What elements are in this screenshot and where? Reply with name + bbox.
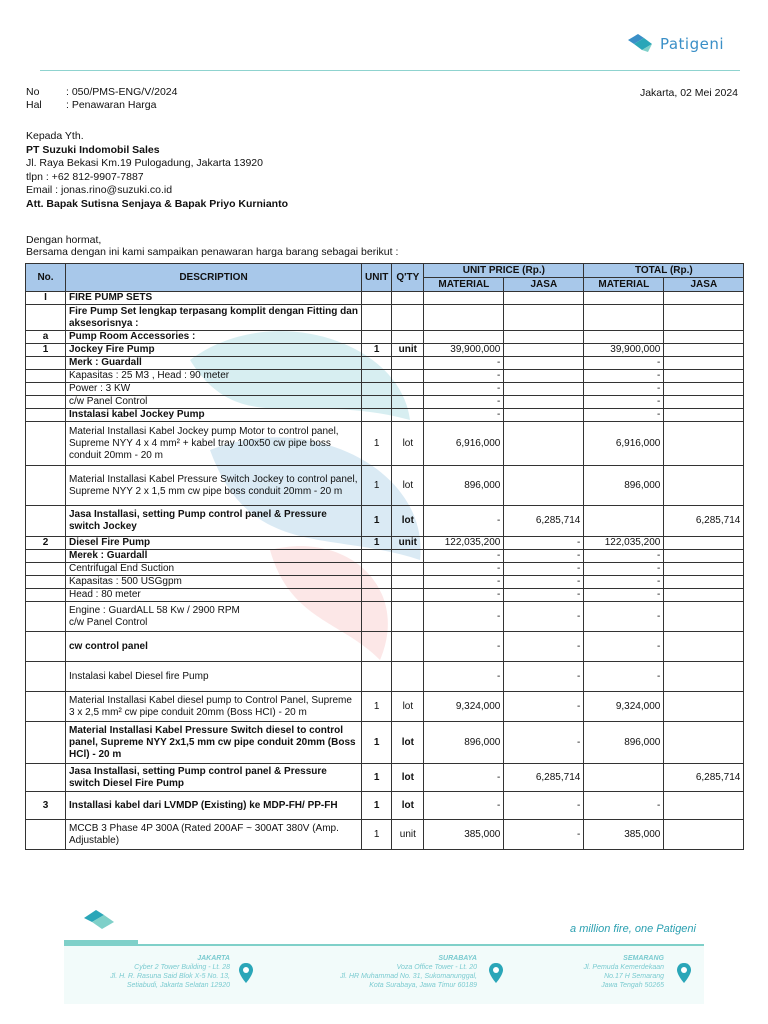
cell-unit-jasa: -: [504, 722, 584, 764]
letter-date: Jakarta, 02 Mei 2024: [639, 87, 738, 99]
office-city: JAKARTA: [197, 955, 230, 962]
cell-unit: [362, 292, 392, 305]
cell-total-material: [584, 305, 664, 331]
cell-unit-material: -: [424, 550, 504, 563]
cell-no: [26, 357, 66, 370]
cell-no: I: [26, 292, 66, 305]
cell-description: Jasa Installasi, setting Pump control panel & Pressure switch Diesel Fire Pump: [66, 764, 362, 792]
cell-qty: unit: [392, 344, 424, 357]
cell-total-material: 385,000: [584, 820, 664, 850]
cell-qty: [392, 370, 424, 383]
cell-total-material: [584, 331, 664, 344]
cell-qty: [392, 383, 424, 396]
no-label: No: [26, 86, 40, 98]
cell-total-jasa: [664, 692, 744, 722]
cell-unit-material: 39,900,000: [424, 344, 504, 357]
cell-description: Material Installasi Kabel Pressure Switch Jockey to control panel, Supreme NYY 2 x 1,5 mm cw pipe boss conduit 20mm - 20 m: [66, 466, 362, 506]
cell-total-material: -: [584, 792, 664, 820]
cell-no: [26, 466, 66, 506]
cell-description: Head : 80 meter: [66, 589, 362, 602]
cell-unit: [362, 589, 392, 602]
cell-unit-material: -: [424, 576, 504, 589]
cell-unit: 1: [362, 537, 392, 550]
cell-description: Diesel Fire Pump: [66, 537, 362, 550]
cell-total-jasa: [664, 662, 744, 692]
table-row: [26, 357, 744, 370]
cell-unit-material: -: [424, 409, 504, 422]
cell-unit-material: -: [424, 563, 504, 576]
greeting-block: [26, 234, 398, 258]
cell-qty: [392, 602, 424, 632]
cell-no: [26, 396, 66, 409]
cell-unit-jasa: [504, 383, 584, 396]
office-line: Jl. H. R. Rasuna Said Blok X-5 No. 13,: [110, 973, 230, 980]
table-row: [26, 422, 744, 466]
cell-no: a: [26, 331, 66, 344]
cell-unit-material: 896,000: [424, 466, 504, 506]
header-unit-price: UNIT PRICE (Rp.): [424, 264, 584, 278]
recipient-company: PT Suzuki Indomobil Sales: [26, 143, 160, 156]
table-row: [26, 537, 744, 550]
cell-total-jasa: [664, 292, 744, 305]
cell-unit-jasa: -: [504, 563, 584, 576]
cell-total-jasa: [664, 550, 744, 563]
cell-description: FIRE PUMP SETS: [66, 292, 362, 305]
cell-unit: [362, 602, 392, 632]
cell-total-material: -: [584, 602, 664, 632]
quotation-body: [26, 292, 744, 850]
cell-qty: lot: [392, 692, 424, 722]
cell-total-material: 896,000: [584, 466, 664, 506]
header-unit-material: MATERIAL: [424, 278, 504, 292]
office-semarang: [540, 954, 664, 990]
patigeni-logo-icon: [626, 32, 654, 56]
cell-no: [26, 305, 66, 331]
cell-qty: [392, 357, 424, 370]
cell-total-jasa: [664, 589, 744, 602]
table-row: [26, 466, 744, 506]
cell-unit-jasa: [504, 409, 584, 422]
cell-qty: [392, 662, 424, 692]
footer-tagline: a million fire, one Patigeni: [570, 923, 696, 935]
cell-qty: lot: [392, 422, 424, 466]
table-row: [26, 662, 744, 692]
cell-unit-jasa: -: [504, 792, 584, 820]
cell-qty: lot: [392, 722, 424, 764]
cell-description: Merek : Guardall: [66, 550, 362, 563]
table-row: [26, 632, 744, 662]
header-total-jasa: JASA: [664, 278, 744, 292]
cell-description: Material Installasi Kabel Pressure Switch diesel to control panel, Supreme NYY 2x1,5 mm cw pipe conduit 20mm (Boss HCl) - 20 m: [66, 722, 362, 764]
recipient-phone: tlpn : +62 812-9907-7887: [26, 170, 144, 183]
header-unit-jasa: JASA: [504, 278, 584, 292]
no-value: : 050/PMS-ENG/V/2024: [66, 86, 178, 98]
cell-no: [26, 692, 66, 722]
cell-total-material: -: [584, 396, 664, 409]
cell-unit: [362, 662, 392, 692]
table-row: [26, 820, 744, 850]
cell-unit-material: [424, 305, 504, 331]
cell-total-jasa: [664, 792, 744, 820]
cell-total-material: 39,900,000: [584, 344, 664, 357]
cell-total-material: -: [584, 632, 664, 662]
cell-unit-material: -: [424, 602, 504, 632]
cell-unit-jasa: [504, 292, 584, 305]
location-pin-icon: [488, 962, 504, 984]
cell-total-material: -: [584, 662, 664, 692]
header-total-material: MATERIAL: [584, 278, 664, 292]
cell-description: cw control panel: [66, 632, 362, 662]
cell-total-jasa: [664, 370, 744, 383]
table-row: [26, 602, 744, 632]
cell-unit: 1: [362, 344, 392, 357]
cell-no: [26, 820, 66, 850]
office-city: SURABAYA: [438, 955, 477, 962]
cell-total-jasa: [664, 383, 744, 396]
cell-unit-jasa: [504, 357, 584, 370]
quotation-table: [25, 263, 744, 850]
cell-total-jasa: [664, 576, 744, 589]
cell-unit: 1: [362, 820, 392, 850]
cell-total-jasa: [664, 722, 744, 764]
cell-qty: [392, 331, 424, 344]
cell-unit-material: -: [424, 764, 504, 792]
cell-no: [26, 383, 66, 396]
cell-unit: [362, 331, 392, 344]
cell-no: [26, 722, 66, 764]
cell-description: Power : 3 KW: [66, 383, 362, 396]
intro-text: Bersama dengan ini kami sampaikan penawaran harga barang sebagai berikut :: [26, 246, 399, 258]
cell-description: c/w Panel Control: [66, 396, 362, 409]
cell-description: Jasa Installasi, setting Pump control panel & Pressure switch Jockey: [66, 506, 362, 537]
cell-total-material: [584, 292, 664, 305]
cell-unit: [362, 576, 392, 589]
cell-description: Kapasitas : 25 M3 , Head : 90 meter: [66, 370, 362, 383]
cell-no: 1: [26, 344, 66, 357]
table-row: [26, 692, 744, 722]
table-row: [26, 370, 744, 383]
location-pin-icon: [676, 962, 692, 984]
cell-description: Centrifugal End Suction: [66, 563, 362, 576]
cell-unit: [362, 357, 392, 370]
cell-unit: [362, 632, 392, 662]
office-line: Kota Surabaya, Jawa Timur 60189: [369, 982, 477, 989]
table-row: [26, 764, 744, 792]
office-line: Jl. Pemuda Kemerdekaan: [583, 964, 664, 971]
cell-total-material: -: [584, 563, 664, 576]
header-qty: Q'TY: [392, 264, 424, 292]
cell-no: [26, 550, 66, 563]
table-row: [26, 506, 744, 537]
cell-unit-material: 385,000: [424, 820, 504, 850]
cell-unit: 1: [362, 466, 392, 506]
cell-unit-material: -: [424, 357, 504, 370]
cell-no: [26, 563, 66, 576]
office-line: No.17 H Semarang: [604, 973, 664, 980]
cell-unit-material: -: [424, 662, 504, 692]
cell-unit-material: 6,916,000: [424, 422, 504, 466]
cell-total-jasa: [664, 537, 744, 550]
header-description: DESCRIPTION: [66, 264, 362, 292]
cell-unit-material: 122,035,200: [424, 537, 504, 550]
cell-total-jasa: [664, 331, 744, 344]
cell-total-material: [584, 764, 664, 792]
cell-total-jasa: [664, 422, 744, 466]
office-line: Voza Office Tower - Lt. 20: [396, 964, 477, 971]
cell-qty: [392, 396, 424, 409]
cell-unit: [362, 409, 392, 422]
cell-unit-jasa: -: [504, 576, 584, 589]
company-logo: [626, 32, 724, 56]
cell-unit-material: -: [424, 370, 504, 383]
header-unit: UNIT: [362, 264, 392, 292]
cell-unit-jasa: [504, 466, 584, 506]
cell-description: MCCB 3 Phase 4P 300A (Rated 200AF ~ 300AT 380V (Amp. Adjustable): [66, 820, 362, 850]
office-line: Jl. HR Muhammad No. 31, Sukomanunggal,: [340, 973, 477, 980]
cell-description: Engine : GuardALL 58 Kw / 2900 RPM c/w Panel Control: [66, 602, 362, 632]
cell-no: [26, 589, 66, 602]
cell-total-material: 6,916,000: [584, 422, 664, 466]
cell-no: [26, 662, 66, 692]
cell-unit-jasa: [504, 331, 584, 344]
footer-divider: [64, 944, 704, 946]
office-line: Jawa Tengah 50265: [601, 982, 664, 989]
table-row: [26, 292, 744, 305]
cell-qty: lot: [392, 764, 424, 792]
cell-unit: 1: [362, 422, 392, 466]
cell-unit-jasa: [504, 396, 584, 409]
cell-qty: [392, 550, 424, 563]
brand-name: Patigeni: [659, 35, 724, 53]
cell-qty: unit: [392, 820, 424, 850]
table-row: [26, 550, 744, 563]
cell-unit: 1: [362, 692, 392, 722]
cell-qty: lot: [392, 466, 424, 506]
cell-total-material: -: [584, 383, 664, 396]
table-row: [26, 409, 744, 422]
cell-unit-jasa: -: [504, 692, 584, 722]
cell-unit-jasa: -: [504, 602, 584, 632]
cell-total-jasa: [664, 305, 744, 331]
cell-total-jasa: 6,285,714: [664, 764, 744, 792]
cell-qty: unit: [392, 537, 424, 550]
cell-qty: [392, 305, 424, 331]
cell-unit: [362, 383, 392, 396]
cell-unit: 1: [362, 764, 392, 792]
cell-no: [26, 506, 66, 537]
cell-qty: lot: [392, 792, 424, 820]
cell-description: Material Installasi Kabel diesel pump to Control Panel, Supreme 3 x 2,5 mm² cw pipe conduit 20mm (Boss HCI) - 20 m: [66, 692, 362, 722]
cell-total-jasa: 6,285,714: [664, 506, 744, 537]
greeting: Dengan hormat,: [26, 234, 102, 246]
office-surabaya: [300, 954, 477, 990]
cell-description: Instalasi kabel Diesel fire Pump: [66, 662, 362, 692]
header-total: TOTAL (Rp.): [584, 264, 744, 278]
office-city: SEMARANG: [623, 955, 664, 962]
cell-unit-jasa: -: [504, 662, 584, 692]
cell-total-jasa: [664, 602, 744, 632]
cell-total-jasa: [664, 357, 744, 370]
cell-unit: [362, 563, 392, 576]
cell-unit-material: -: [424, 383, 504, 396]
cell-description: Pump Room Accessories :: [66, 331, 362, 344]
cell-unit-jasa: -: [504, 537, 584, 550]
cell-unit-material: 896,000: [424, 722, 504, 764]
recipient-to: Kepada Yth.: [26, 130, 84, 142]
header-divider: [40, 70, 740, 71]
cell-unit-material: [424, 292, 504, 305]
header-no: No.: [26, 264, 66, 292]
cell-total-material: -: [584, 550, 664, 563]
cell-unit: [362, 305, 392, 331]
cell-total-jasa: [664, 344, 744, 357]
cell-unit: [362, 550, 392, 563]
cell-total-jasa: [664, 396, 744, 409]
cell-unit-jasa: [504, 305, 584, 331]
cell-unit-material: [424, 331, 504, 344]
table-row: [26, 792, 744, 820]
cell-unit-material: -: [424, 506, 504, 537]
cell-unit: [362, 396, 392, 409]
cell-total-material: -: [584, 576, 664, 589]
cell-total-jasa: [664, 409, 744, 422]
cell-qty: [392, 563, 424, 576]
cell-unit-jasa: 6,285,714: [504, 506, 584, 537]
cell-total-material: -: [584, 589, 664, 602]
cell-unit-jasa: [504, 422, 584, 466]
cell-unit-material: -: [424, 632, 504, 662]
cell-qty: [392, 632, 424, 662]
cell-qty: [392, 409, 424, 422]
table-row: [26, 305, 744, 331]
cell-unit: 1: [362, 722, 392, 764]
cell-no: [26, 764, 66, 792]
cell-total-material: 896,000: [584, 722, 664, 764]
recipient-block: [26, 130, 288, 212]
recipient-email: Email : jonas.rino@suzuki.co.id: [26, 184, 173, 197]
cell-total-material: 9,324,000: [584, 692, 664, 722]
table-row: [26, 722, 744, 764]
table-row: [26, 383, 744, 396]
footer-logo-icon: [82, 908, 118, 936]
cell-description: Jockey Fire Pump: [66, 344, 362, 357]
cell-qty: [392, 292, 424, 305]
cell-unit-material: 9,324,000: [424, 692, 504, 722]
cell-total-material: [584, 506, 664, 537]
cell-total-material: -: [584, 357, 664, 370]
office-jakarta: [90, 954, 230, 990]
table-row: [26, 576, 744, 589]
cell-no: [26, 576, 66, 589]
location-pin-icon: [238, 962, 254, 984]
cell-unit: [362, 370, 392, 383]
cell-description: Instalasi kabel Jockey Pump: [66, 409, 362, 422]
cell-no: [26, 602, 66, 632]
cell-no: 2: [26, 537, 66, 550]
cell-total-jasa: [664, 820, 744, 850]
cell-total-jasa: [664, 563, 744, 576]
cell-description: Merk : Guardall: [66, 357, 362, 370]
table-row: [26, 589, 744, 602]
cell-no: 3: [26, 792, 66, 820]
office-line: Setiabudi, Jakarta Selatan 12920: [126, 982, 230, 989]
cell-description: Material Installasi Kabel Jockey pump Motor to control panel, Supreme NYY 4 x 4 mm² + kabel tray 100x50 cw pipe boss conduit 20mm - 20 m: [66, 422, 362, 466]
cell-unit-jasa: -: [504, 550, 584, 563]
table-row: [26, 344, 744, 357]
cell-no: [26, 422, 66, 466]
cell-unit-material: -: [424, 589, 504, 602]
cell-description: Installasi kabel dari LVMDP (Existing) ke MDP-FH/ PP-FH: [66, 792, 362, 820]
cell-unit-material: -: [424, 792, 504, 820]
cell-no: [26, 632, 66, 662]
cell-unit-jasa: -: [504, 632, 584, 662]
cell-unit: 1: [362, 506, 392, 537]
cell-unit-material: -: [424, 396, 504, 409]
cell-unit-jasa: [504, 344, 584, 357]
recipient-attention: Att. Bapak Sutisna Senjaya & Bapak Priyo Kurnianto: [26, 197, 288, 210]
cell-no: [26, 409, 66, 422]
office-line: Cyber 2 Tower Building - Lt. 28: [134, 964, 230, 971]
cell-total-jasa: [664, 632, 744, 662]
cell-description: Kapasitas : 500 USGgpm: [66, 576, 362, 589]
cell-total-jasa: [664, 466, 744, 506]
cell-unit-jasa: [504, 370, 584, 383]
cell-unit-jasa: -: [504, 589, 584, 602]
hal-value: : Penawaran Harga: [66, 99, 157, 111]
hal-label: Hal: [26, 99, 42, 111]
cell-unit-jasa: 6,285,714: [504, 764, 584, 792]
letter-meta: [26, 86, 177, 112]
cell-qty: [392, 576, 424, 589]
recipient-address: Jl. Raya Bekasi Km.19 Pulogadung, Jakarta 13920: [26, 157, 263, 170]
cell-qty: lot: [392, 506, 424, 537]
cell-total-material: 122,035,200: [584, 537, 664, 550]
cell-description: Fire Pump Set lengkap terpasang komplit dengan Fitting dan aksesorisnya :: [66, 305, 362, 331]
table-row: [26, 331, 744, 344]
cell-total-material: -: [584, 370, 664, 383]
cell-unit-jasa: -: [504, 820, 584, 850]
cell-qty: [392, 589, 424, 602]
cell-no: [26, 370, 66, 383]
table-row: [26, 563, 744, 576]
table-row: [26, 396, 744, 409]
cell-total-material: -: [584, 409, 664, 422]
cell-unit: 1: [362, 792, 392, 820]
